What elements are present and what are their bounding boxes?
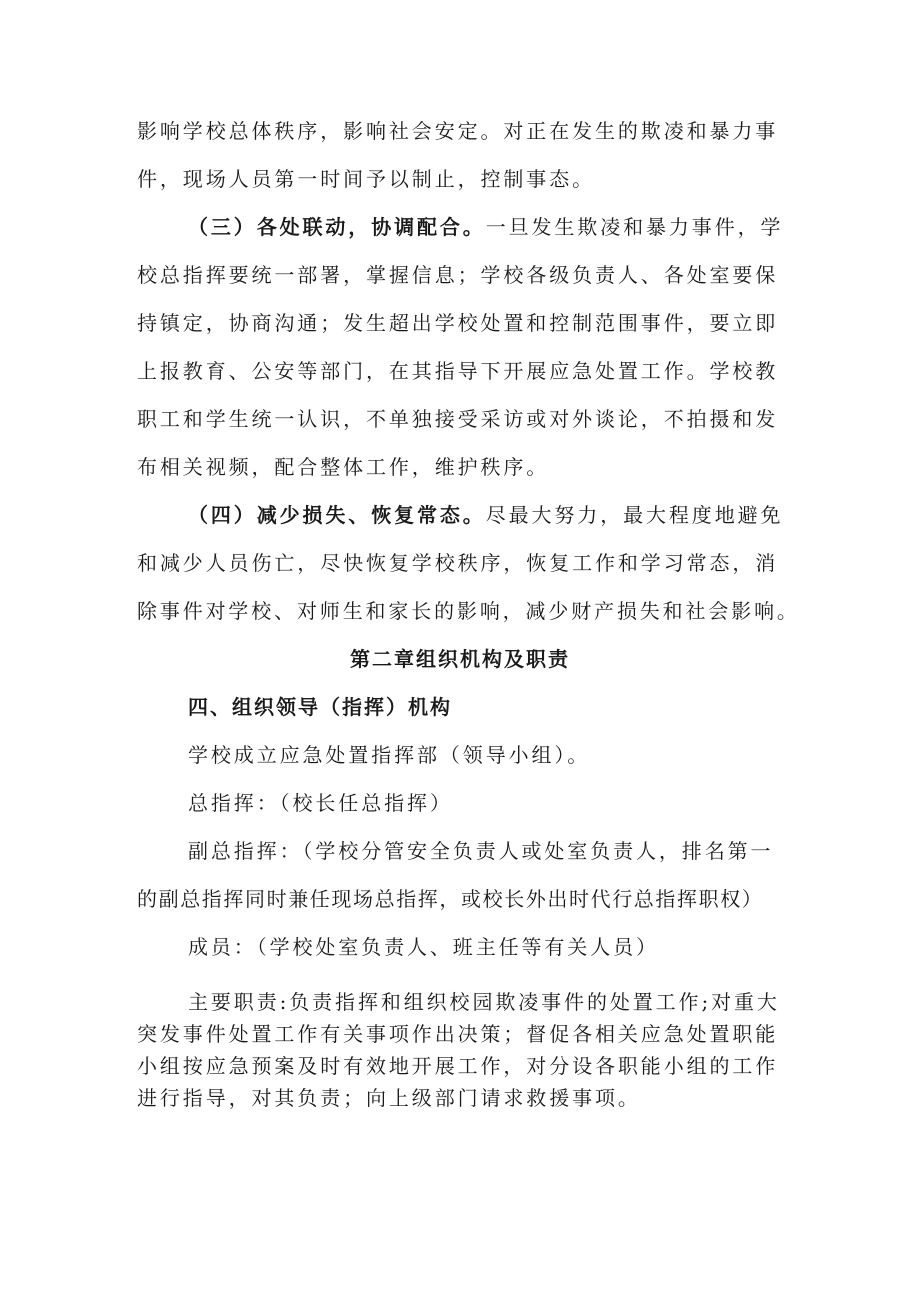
p8-line4: 进行指导，对其负责；向上级部门请求救援事项。 xyxy=(137,1086,641,1110)
p6-line2: 的副总指挥同时兼任现场总指挥，或校长外出时代行总指挥职权） xyxy=(137,887,764,911)
p5-line: 总指挥：（校长任总指挥） xyxy=(188,791,453,815)
p3-line1-text: 尽最大努力，最大程度地避免 xyxy=(485,503,784,527)
p2-line1-text: 一旦发生欺凌和暴力事件，学 xyxy=(485,215,784,239)
p2-line5: 职工和学生统一认识，不单独接受采访或对外谈论，不拍摄和发 xyxy=(137,407,779,431)
p2-line1 xyxy=(188,214,783,240)
p7-line: 成员：（学校处室负责人、班主任等有关人员） xyxy=(188,935,659,959)
p4-line: 学校成立应急处置指挥部（领导小组）。 xyxy=(188,743,591,767)
p3-line2: 和减少人员伤亡，尽快恢复学校秩序，恢复工作和学习常态，消 xyxy=(137,551,779,575)
p2-line6: 布相关视频，配合整体工作，维护秩序。 xyxy=(137,455,550,479)
p2-line4: 上报教育、公安等部门，在其指导下开展应急处置工作。学校教 xyxy=(137,359,779,383)
p2-line2: 校总指挥要统一部署，掌握信息；学校各级负责人、各处室要保 xyxy=(137,263,779,287)
p3-heading: （四）减少损失、恢复常态。 xyxy=(188,503,486,527)
section-title: 四、组织领导（指挥）机构 xyxy=(188,695,452,719)
p3-line3: 除事件对学校、对师生和家长的影响，减少财产损失和社会影响。 xyxy=(137,599,800,623)
p1-line2: 件，现场人员第一时间予以制止，控制事态。 xyxy=(137,167,595,191)
p3-line1 xyxy=(188,502,783,528)
p2-heading: （三）各处联动，协调配合。 xyxy=(188,215,486,239)
p8-line1: 主要职责:负责指挥和组织校园欺凌事件的处置工作;对重大 xyxy=(188,990,780,1014)
p6-line1: 副总指挥：（学校分管安全负责人或处室负责人，排名第一 xyxy=(188,839,774,863)
chapter-title: 第二章组织机构及职责 xyxy=(350,647,570,671)
p2-line3: 持镇定，协商沟通；发生超出学校处置和控制范围事件，要立即 xyxy=(137,311,779,335)
p1-line1: 影响学校总体秩序，影响社会安定。对正在发生的欺凌和暴力事 xyxy=(137,119,779,143)
p8-line2: 突发事件处置工作有关事项作出决策；督促各相关应急处置职能 xyxy=(137,1022,779,1046)
p8-line3: 小组按应急预案及时有效地开展工作，对分设各职能小组的工作 xyxy=(137,1054,779,1078)
